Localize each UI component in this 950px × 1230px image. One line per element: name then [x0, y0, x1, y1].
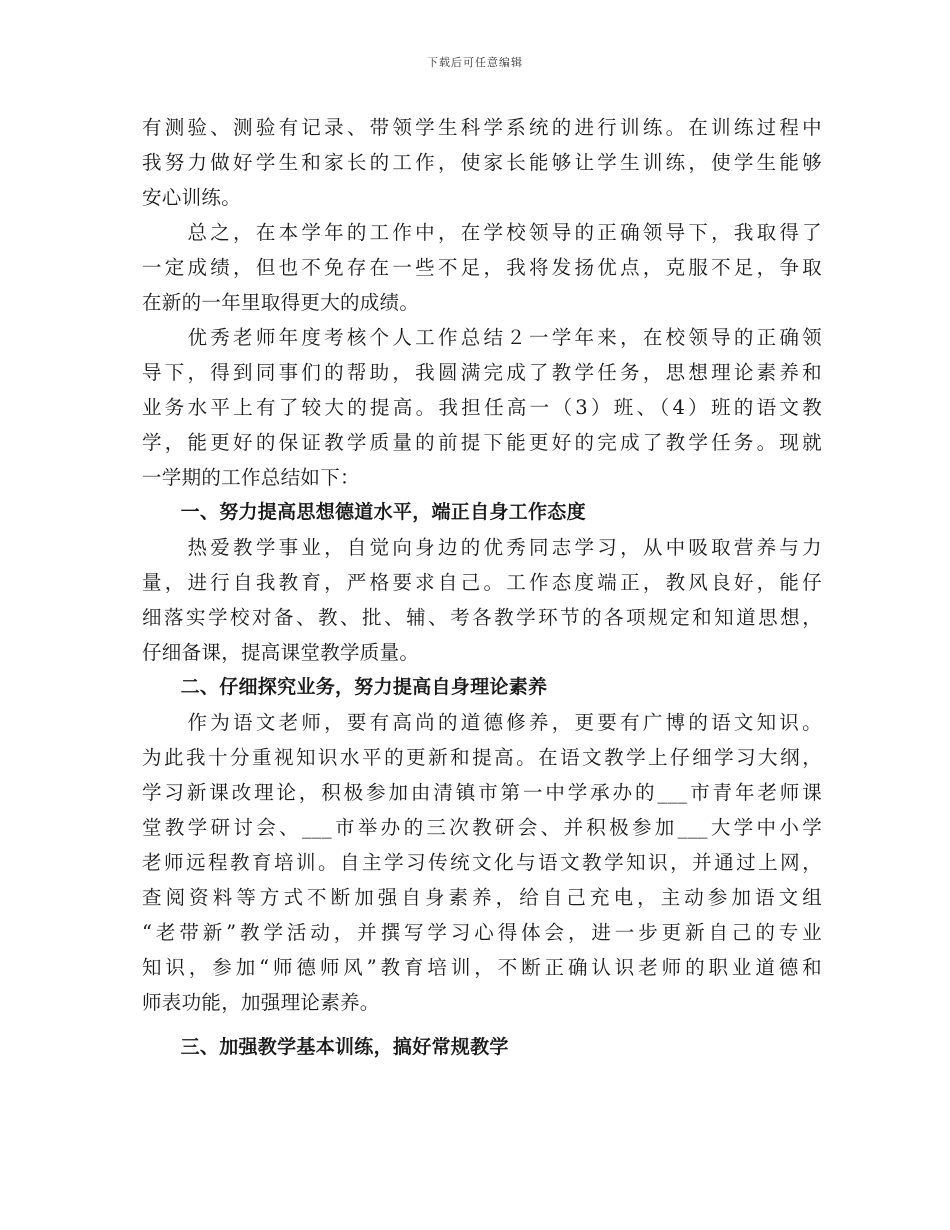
- text-line: 知识，参加“师德师风”教育培训，不断正确认识老师的职业道德和: [142, 956, 822, 979]
- text-line: 仔细备课，提高课堂教学质量。: [142, 641, 420, 664]
- text-line: 细落实学校对备、教、批、辅、考各教学环节的各项规定和知道思想，: [142, 606, 822, 629]
- text-line: 堂教学研讨会、___市举办的三次教研会、并积极参加___大学中小学: [142, 816, 822, 839]
- document-body: [142, 110, 822, 1065]
- text-line: 在新的一年里取得更大的成绩。: [142, 291, 420, 314]
- text-line: 优秀老师年度考核个人工作总结２一学年来，在校领导的正确领: [142, 326, 822, 349]
- page-header: 下载后可任意编辑: [427, 56, 523, 69]
- text-line: 作为语文老师，要有高尚的道德修养，更要有广博的语文知识。: [142, 711, 822, 734]
- text-line: 为此我十分重视知识水平的更新和提高。在语文教学上仔细学习大纲，: [142, 746, 822, 769]
- text-line: 一定成绩，但也不免存在一些不足，我将发扬优点，克服不足，争取: [142, 256, 822, 279]
- section-heading-3: 三、加强教学基本训练，搞好常规教学: [142, 1036, 509, 1058]
- text-line: 学习新课改理论，积极参加由清镇市第一中学承办的___市青年老师课: [142, 781, 822, 804]
- text-line: 总之，在本学年的工作中，在学校领导的正确领导下，我取得了: [142, 221, 822, 244]
- text-line: 一学期的工作总结如下：: [142, 466, 360, 489]
- text-line: 热爱教学事业，自觉向身边的优秀同志学习，从中吸取营养与力: [142, 536, 822, 559]
- text-line: 业务水平上有了较大的提高。我担任高一（3）班、（4）班的语文教: [142, 396, 822, 419]
- text-line: “老带新”教学活动，并撰写学习心得体会，进一步更新自己的专业: [142, 921, 822, 944]
- text-line: 安心训练。: [142, 186, 242, 209]
- text-line: 老师远程教育培训。自主学习传统文化与语文教学知识，并通过上网，: [142, 851, 822, 874]
- text-line: 我努力做好学生和家长的工作，使家长能够让学生训练，使学生能够: [142, 151, 822, 174]
- text-line: 师表功能，加强理论素养。: [142, 991, 380, 1014]
- text-line: 量，进行自我教育，严格要求自己。工作态度端正，教风良好，能仔: [142, 571, 822, 594]
- section-heading-2: 二、仔细探究业务，努力提高自身理论素养: [142, 676, 548, 698]
- spacer: [142, 1020, 822, 1030]
- text-line: 有测验、测验有记录、带领学生科学系统的进行训练。在训练过程中: [142, 116, 822, 139]
- text-line: 导下，得到同事们的帮助，我圆满完成了教学任务，思想理论素养和: [142, 361, 822, 384]
- text-line: 学，能更好的保证教学质量的前提下能更好的完成了教学任务。现就: [142, 431, 822, 454]
- text-line: 查阅资料等方式不断加强自身素养，给自己充电，主动参加语文组: [142, 886, 822, 909]
- section-heading-1: 一、努力提高思想德道水平，端正自身工作态度: [142, 501, 586, 523]
